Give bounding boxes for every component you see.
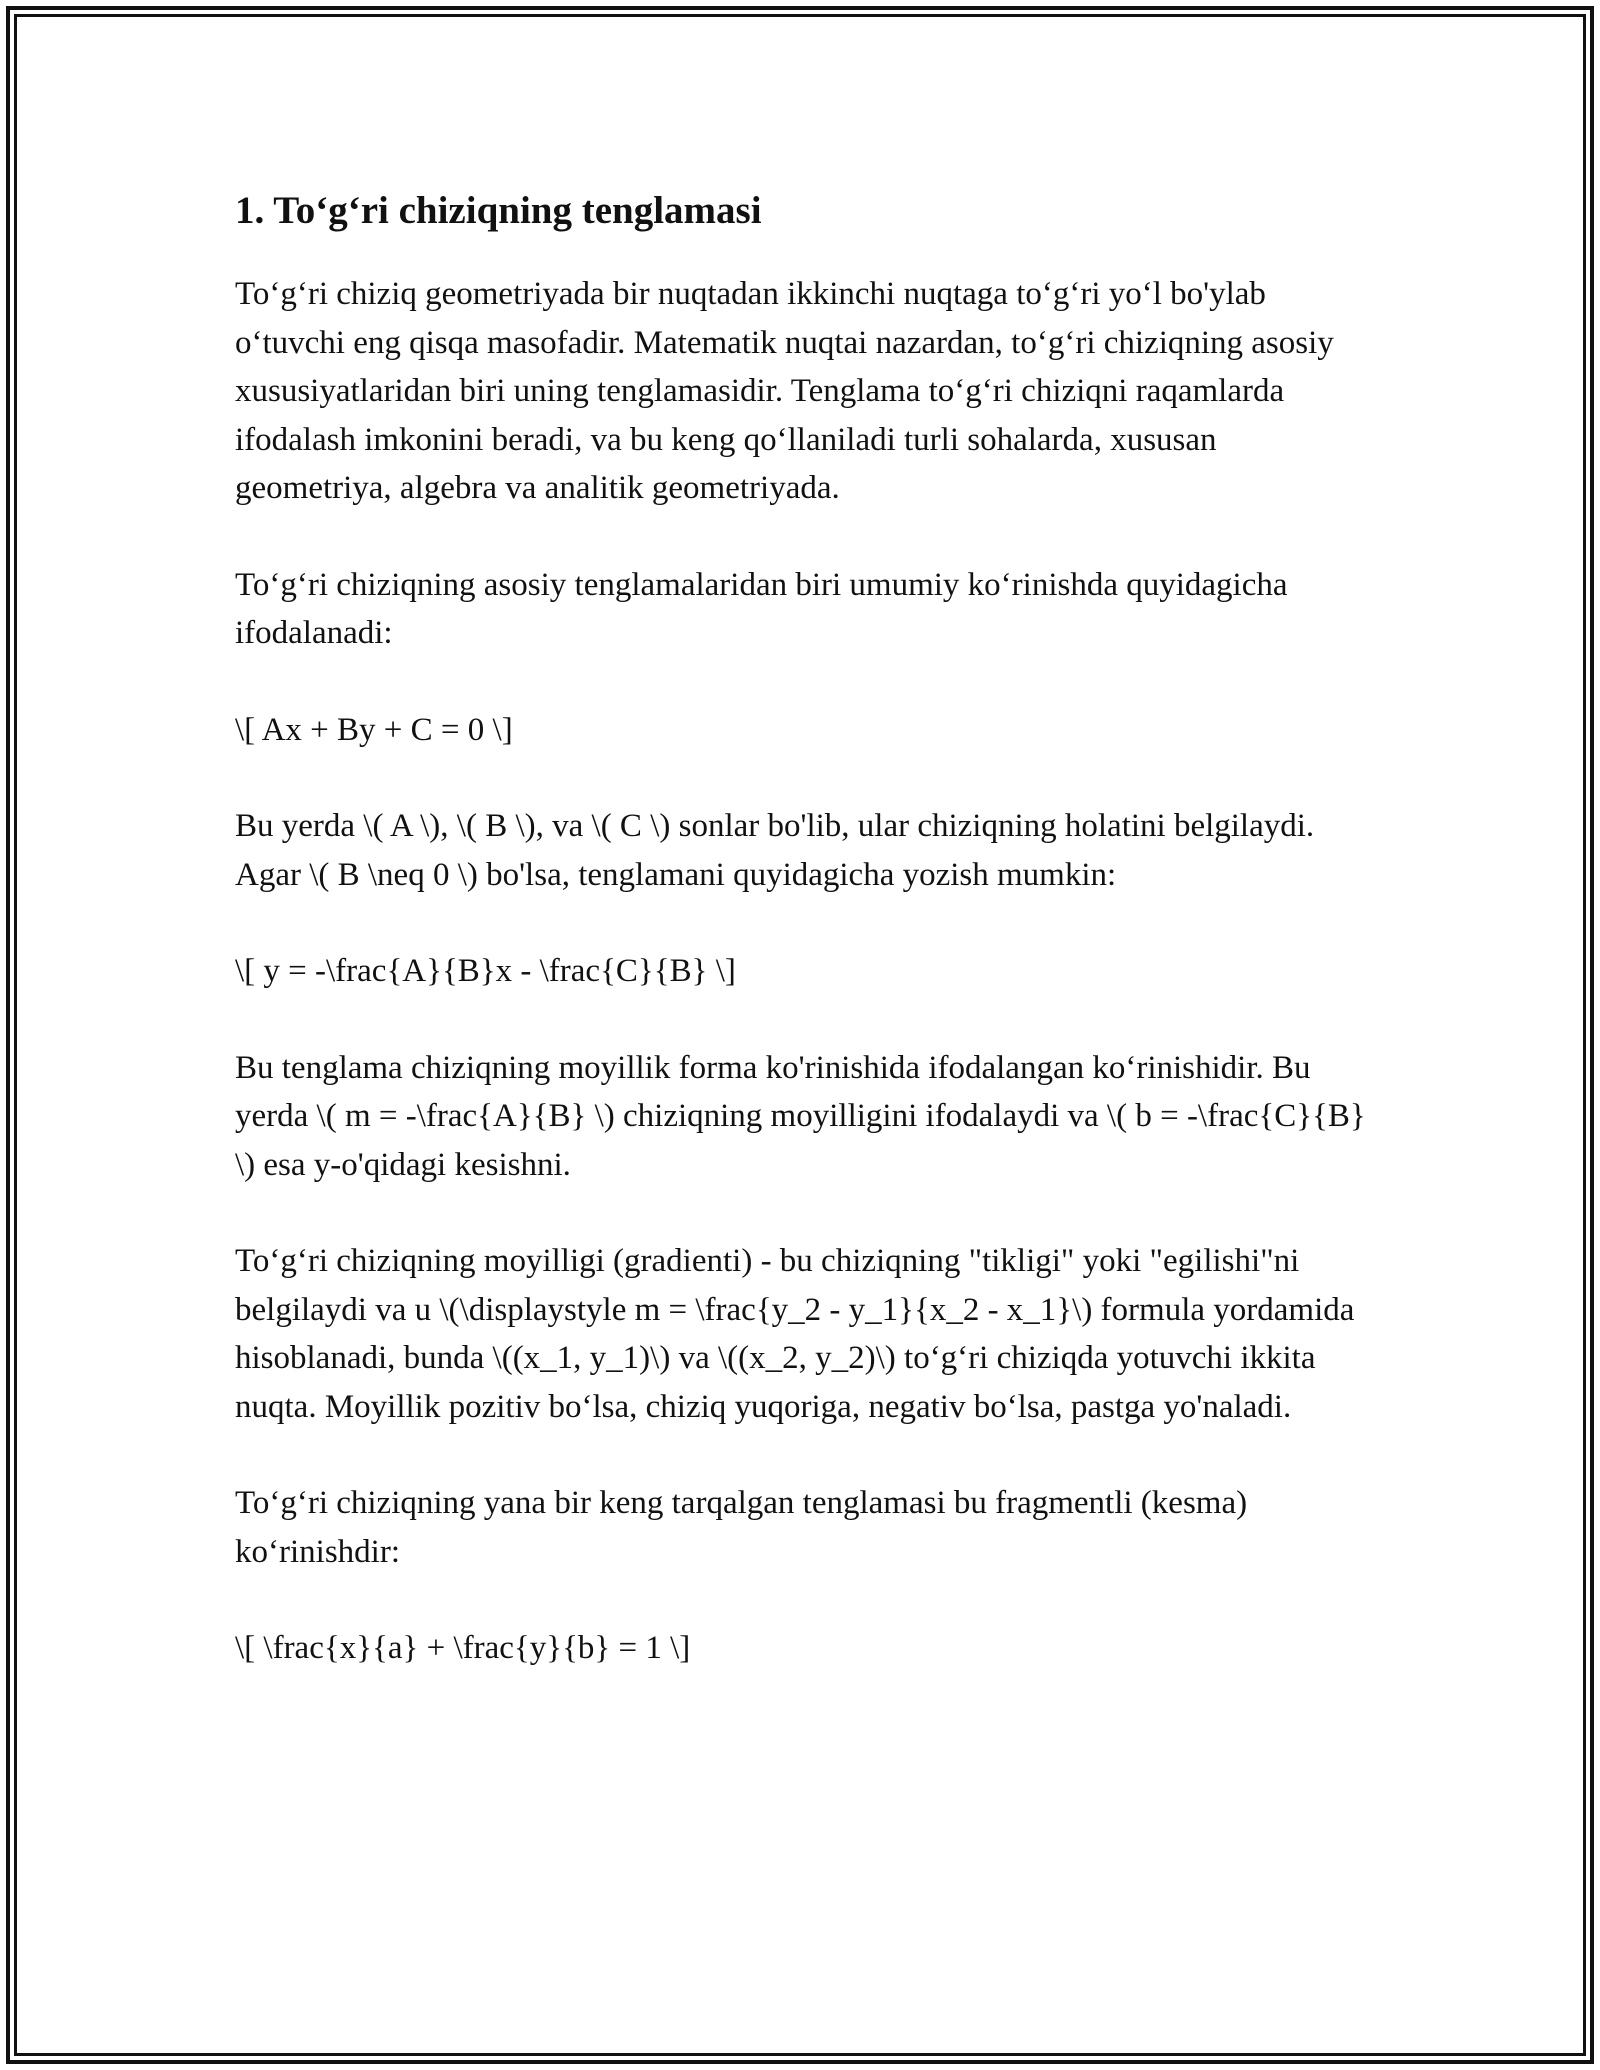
equation-intercept-form: \[ \frac{x}{a} + \frac{y}{b} = 1 \] [235, 1630, 691, 1666]
paragraph-gradient: To‘g‘ri chiziqning moyilligi (gradienti) - bu chiziqning "tikligi" yoki "egilishi"ni belgilaydi va u \(\displaystyle m = \frac{y_2 - y_1}{x_2 - x_1}\) formula yordamida hisoblanadi, bunda \((x_1, y_1)\) va \((x_2, y_2)\) to‘g‘ri chiziqda yotuvchi ikkita nuqta. Moyillik pozitiv bo‘lsa, chiziq yuqoriga, negativ bo‘lsa, pastga yo'naladi. [235, 1243, 1355, 1425]
paragraph-general-form-intro: To‘g‘ri chiziqning asosiy tenglamalaridan biri umumiy ko‘rinishda quyidagicha ifodalanadi: [235, 566, 1288, 651]
section-heading: 1. To‘g‘ri chiziqning tenglamasi [235, 189, 762, 232]
paragraph-intro: To‘g‘ri chiziq geometriyada bir nuqtadan ikkinchi nuqtaga to‘g‘ri yo‘l bo'ylab o‘tuvchi eng qisqa masofadir. Matematik nuqtai nazardan, to‘g‘ri chiziqning asosiy xususiyatlaridan biri uning tenglamasidir. Tenglama to‘g‘ri chiziqni raqamlarda ifodalash imkonini beradi, va bu keng qo‘llaniladi turli sohalarda, xususan geometriya, algebra va analitik geometriyada. [235, 276, 1334, 506]
paragraph-coefficients: Bu yerda \( A \), \( B \), va \( C \) sonlar bo'lib, ular chiziqning holatini belgilaydi. Agar \( B \neq 0 \) bo'lsa, tenglamani quyidagicha yozish mumkin: [235, 808, 1315, 893]
equation-slope-intercept: \[ y = -\frac{A}{B}x - \frac{C}{B} \] [235, 953, 736, 989]
document-body [235, 186, 1375, 1721]
paragraph-intercept-form-intro: To‘g‘ri chiziqning yana bir keng tarqalgan tenglamasi bu fragmentli (kesma) ko‘rinishdir: [235, 1485, 1248, 1570]
equation-general-form: \[ Ax + By + C = 0 \] [235, 711, 513, 748]
paragraph-slope-form: Bu tenglama chiziqning moyillik forma ko'rinishida ifodalangan ko‘rinishidir. Bu yerda \( m = -\frac{A}{B} \) chiziqning moyilligini ifodalaydi va \( b = -\frac{C}{B} \) esa y-o'qidagi kesishni. [235, 1049, 1366, 1183]
